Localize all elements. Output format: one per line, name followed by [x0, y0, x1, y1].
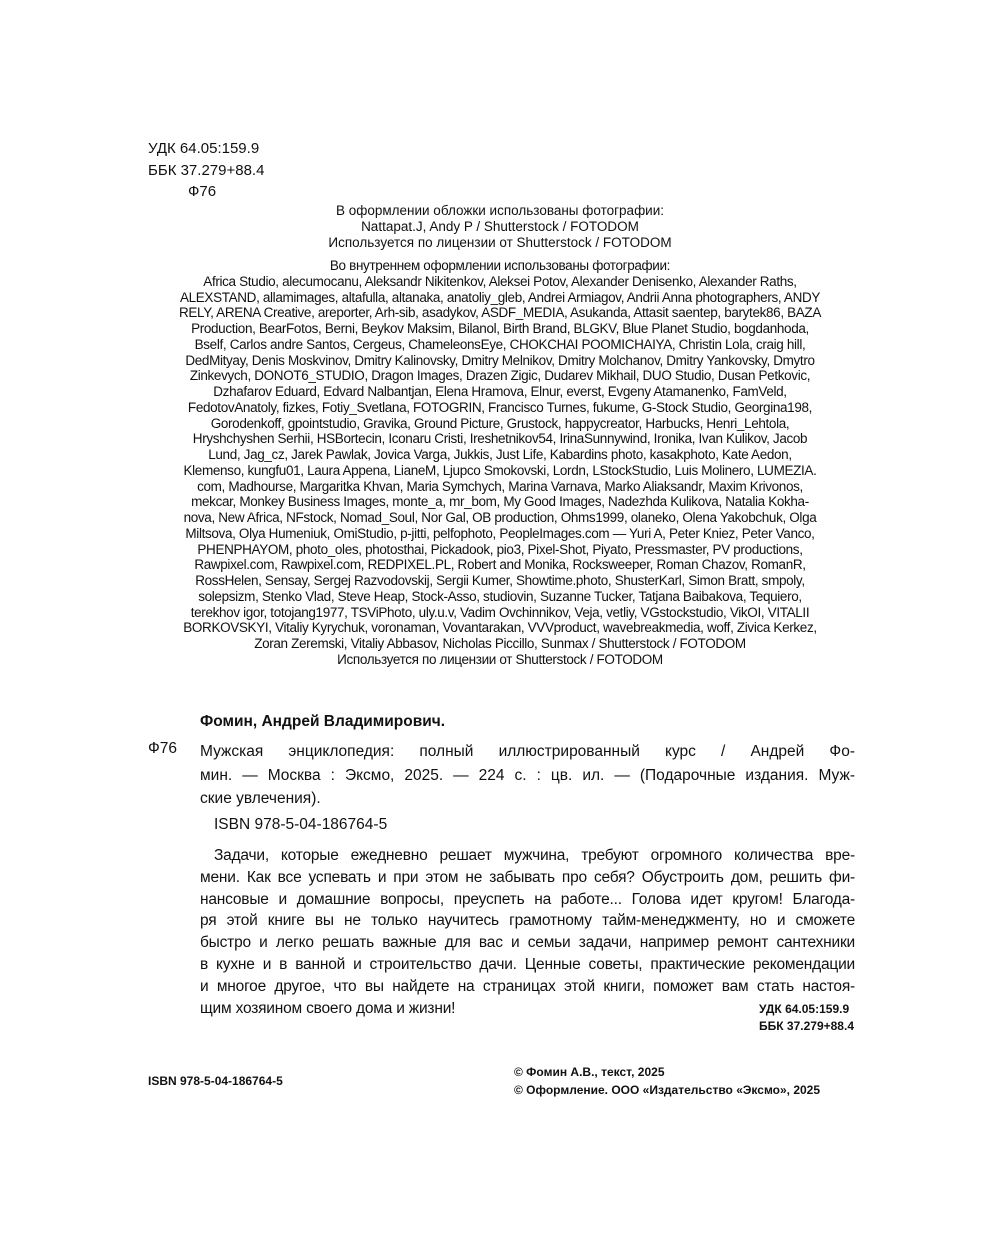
annotation-line: быстро и легко решать важные для вас и семьи задачи, например ремонт сантехники: [200, 934, 855, 952]
annotation-line: щим хозяином своего дома и жизни!: [200, 999, 456, 1017]
catalog-code: Ф76: [148, 740, 178, 757]
credit-line: Во внутреннем оформлении использованы фотографии:: [329, 258, 671, 273]
credit-line: Zoran Zeremski, Vitaliy Abbasov, Nicholas Piccillo, Sunmax / Shutterstock / FOTODOM: [254, 636, 746, 651]
annotation-line: и многое другое, что вы найдете на страницах этой книги, поможет вам стать настоя-: [200, 977, 855, 995]
credit-line: Rawpixel.com, Rawpixel.com, REDPIXEL.PL, Robert and Monika, Rocksweeper, Roman Chazov, RomanR,: [194, 557, 806, 573]
annotation-line: нансовые и домашние вопросы, преуспеть на работе... Голова идет кругом! Благода-: [200, 890, 855, 908]
credit-line: Используется по лицензии от Shutterstock / FOTODOM: [337, 651, 663, 667]
credit-line: com, Madhourse, Margaritka Khvan, Maria Symchych, Marina Varnava, Marko Aliaksandr, Maxim Krivonos,: [197, 478, 803, 494]
bbk-code-bottom: ББК 37.279+88.4: [759, 1019, 854, 1033]
credit-line: DedMityay, Denis Moskvinov, Dmitry Kalinovsky, Dmitry Melnikov, Dmitry Molchanov, Dmitry Yankovsky, Dmytro: [185, 352, 815, 368]
credit-line: Zinkevych, DONOT6_STUDIO, Dragon Images, Drazen Zigic, Dudarev Mikhail, DUO Studio, Dusan Petkovic,: [189, 368, 811, 384]
credit-line: terekhov igor, totojang1977, TSViPhoto, uly.u.v, Vadim Ovchinnikov, Veja, vetliy, VGstockstudio, VikOI, VITALII: [190, 604, 810, 620]
description-line: мин. — Москва : Эксмо, 2025. — 224 с. : цв. ил. — (Подарочные издания. Муж-: [200, 766, 855, 784]
annotation: [200, 845, 855, 1019]
copyright-line: © Оформление. ООО «Издательство «Эксмо», 2025: [514, 1083, 821, 1097]
credit-line: Hryshchyshen Serhii, HSBortecin, Iconaru Cristi, Ireshetnikov54, IrinaSunnywind, Ironika, Ivan Kulikov, Jacob: [192, 431, 808, 447]
credit-line: RossHelen, Sensay, Sergej Razvodovskij, Sergii Kumer, Showtime.photo, ShusterKarl, Simon Bratt, smpoly,: [195, 573, 805, 588]
credit-line: Dzhafarov Eduard, Edvard Nalbantjan, Elena Hramova, Elnur, everst, Evgeny Atamanenko, FamVeld,: [213, 384, 787, 399]
credit-line: Bself, Carlos andre Santos, Cergeus, ChameleonsEye, CHOKCHAI POOMICHAIYA, Christin Lola, craig hill,: [194, 336, 806, 352]
credit-line: solepsizm, Stenko Vlad, Steve Heap, Stock-Asso, studiovin, Suzanne Tucker, Tatjana Baibakova, Tequiero,: [198, 588, 802, 604]
credit-line: FedotovAnatoly, fizkes, Fotiy_Svetlana, FOTOGRIN, Francisco Turnes, fukume, G-Stock Studio, Georgina198,: [187, 399, 813, 415]
annotation-line: мени. Как все успевать и при этом не забывать про себя? Обустроить дом, решить фи-: [200, 868, 855, 886]
author-mark: Ф76: [188, 183, 217, 200]
credit-line: Africa Studio, alecumocanu, Aleksandr Nikitenkov, Aleksei Potov, Alexander Denisenko, Alexander Raths,: [203, 273, 797, 289]
udk-code-bottom: УДК 64.05:159.9: [759, 1002, 850, 1016]
credit-line: Gorodenkoff, gpointstudio, Gravika, Ground Picture, Grustock, happycreator, Harbucks, Henri_Lehtola,: [210, 415, 790, 431]
copyright-block: [514, 1063, 820, 1099]
credit-line: В оформлении обложки использованы фотографии:: [335, 203, 665, 218]
annotation-line: ря этой книге вы не только научитесь грамотному тайм-менеджменту, но и сможете: [200, 912, 855, 930]
credit-line: nova, New Africa, NFstock, Nomad_Soul, Nor Gal, OB production, Ohms1999, olaneko, Olena Yakobchuk, Olga: [183, 510, 817, 525]
isbn: ISBN 978-5-04-186764-5: [214, 816, 388, 833]
credit-line: Production, BearFotos, Berni, Beykov Maksim, Bilanol, Birth Brand, BLGKV, Blue Planet Studio, bogdanhoda,: [191, 321, 809, 336]
description-line: ские увлечения).: [200, 790, 321, 808]
annotation-line: Задачи, которые ежедневно решает мужчина, требуют огромного количества вре-: [214, 847, 855, 864]
credit-line: Miltsova, Olya Humeniuk, OmiStudio, p-jitti, pelfophoto, PeopleImages.com — Yuri A, Peter Kniez, Peter Vanco,: [185, 525, 815, 541]
credit-line: Lund, Jag_cz, Jarek Pawlak, Jovica Varga, Jukkis, Just Life, Kabardins photo, kasakphoto, Kate Aedon,: [208, 447, 792, 462]
bibliographic-description: [200, 740, 855, 811]
annotation-line: в кухне и в ванной и строительство дачи. Ценные советы, практические рекомендации: [200, 955, 855, 973]
credit-line: PHENPHAYOM, photo_oles, photosthai, Pickadook, pio3, Pixel-Shot, Piyato, Pressmaster, PV productions,: [197, 541, 803, 557]
credit-line: BORKOVSKYI, Vitaliy Kyrychuk, voronaman, Vovantarakan, VVVproduct, wavebreakmedia, woff, Zivica Kerkez,: [183, 620, 817, 636]
author-heading: Фомин, Андрей Владимирович.: [200, 713, 446, 730]
credit-line: ALEXSTAND, allamimages, altafulla, altanaka, anatoliy_gleb, Andrei Armiagov, Andrii Anna photographers, ANDY: [179, 289, 821, 305]
udk-code: УДК 64.05:159.9: [148, 140, 260, 157]
isbn-bottom: ISBN 978-5-04-186764-5: [148, 1074, 283, 1088]
credit-line: mekcar, Monkey Business Images, monte_a, mr_bom, My Good Images, Nadezhda Kulikova, Natalia Kokha-: [191, 494, 809, 510]
credit-line: Используется по лицензии от Shutterstock / FOTODOM: [328, 235, 672, 250]
bbk-code: ББК 37.279+88.4: [148, 161, 265, 179]
copyright-line: © Фомин А.В., текст, 2025: [514, 1065, 665, 1079]
credit-line: RELY, ARENA Creative, areporter, Arh-sib, asadykov, ASDF_MEDIA, Asukanda, Attasit saentep, barytek86, BAZA: [179, 305, 821, 321]
description-line: Мужская энциклопедия: полный иллюстрированный курс / Андрей Фо-: [200, 743, 855, 760]
udk-block: [148, 138, 264, 203]
credit-line: Klemenso, kungfu01, Laura Appena, LianeM, Ljupco Smokovski, Lordn, LStockStudio, Luis Molinero, LUMEZIA.: [183, 462, 817, 478]
udk-bottom-block: [759, 1001, 854, 1035]
credit-line: Nattapat.J, Andy P / Shutterstock / FOTODOM: [361, 219, 639, 234]
cover-photo-credits: [140, 203, 860, 251]
inner-photo-credits: [140, 258, 860, 668]
